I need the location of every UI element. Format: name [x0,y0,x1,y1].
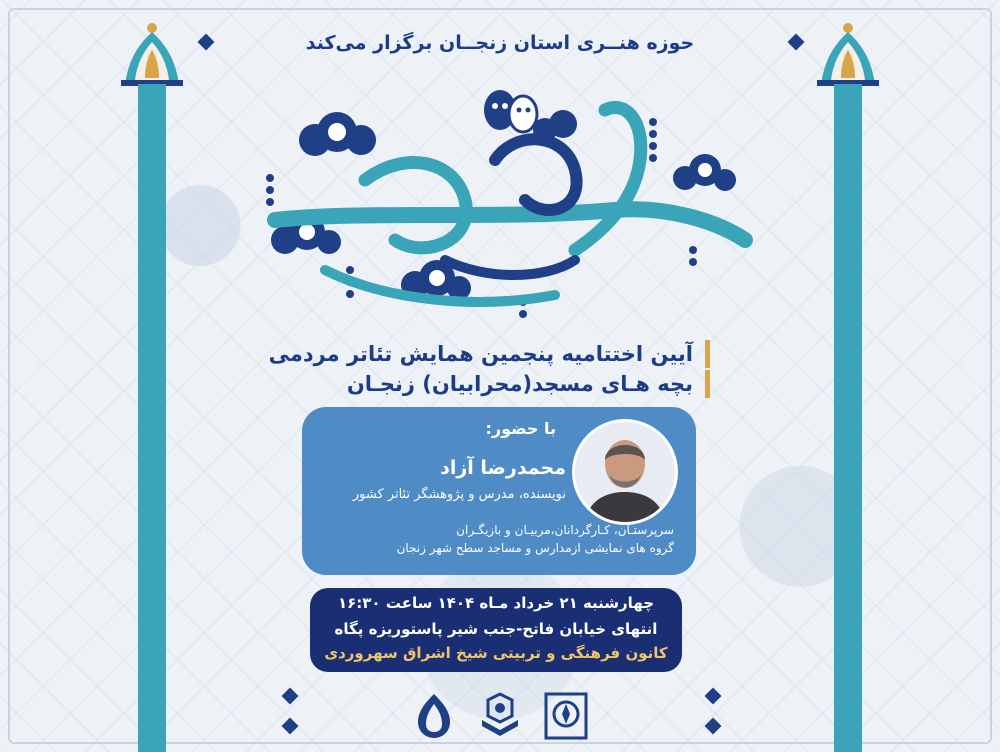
event-title-line2: بچه هـای مسجد(محرابیان) زنجـان [347,370,710,398]
event-title-line1: آیین اختتامیه پنجمین همایش تئاتر مردمی [269,340,710,368]
guest-intro: با حضور: [485,419,556,438]
org-logo-icon [410,690,458,742]
pillar-capital-left [121,22,183,86]
guest-name: محمدرضا آزاد [440,457,566,479]
pillar-capital-right [817,22,879,86]
event-venue: کانون فرهنگی و تربیتی شیخ اشراق سهروردی [324,644,668,662]
audience-line1: سرپرستـان، کـارگردانان،مربیـان و بازیگـران [456,523,674,537]
organizer-line: حوزه هنــری استان زنجــان برگزار می‌کند [305,32,695,54]
org-logo-icon [476,690,524,742]
guest-card [302,407,696,575]
pillar-right [834,84,862,752]
event-logo-calligraphy [245,70,765,335]
guest-role: نویسنده، مدرس و پژوهشگر تئاتر کشور [352,487,566,502]
guest-avatar [572,419,678,525]
person-photo-icon [575,422,675,522]
event-address: انتهای خیابان فاتح-جنب شیر پاستوریزه پگاه [334,620,658,638]
theater-masks-icon [484,90,537,132]
event-datetime: چهارشنبه ۲۱ خرداد مـاه ۱۴۰۴ ساعت ۱۶:۳۰ [337,594,655,612]
organization-logos [410,690,590,746]
audience-line2: گروه های نمایشی ازمدارس و مساجد سطح شهر زنجان [396,541,674,555]
event-info-card [310,588,682,672]
pillar-left [138,84,166,752]
org-logo-icon [542,690,590,742]
